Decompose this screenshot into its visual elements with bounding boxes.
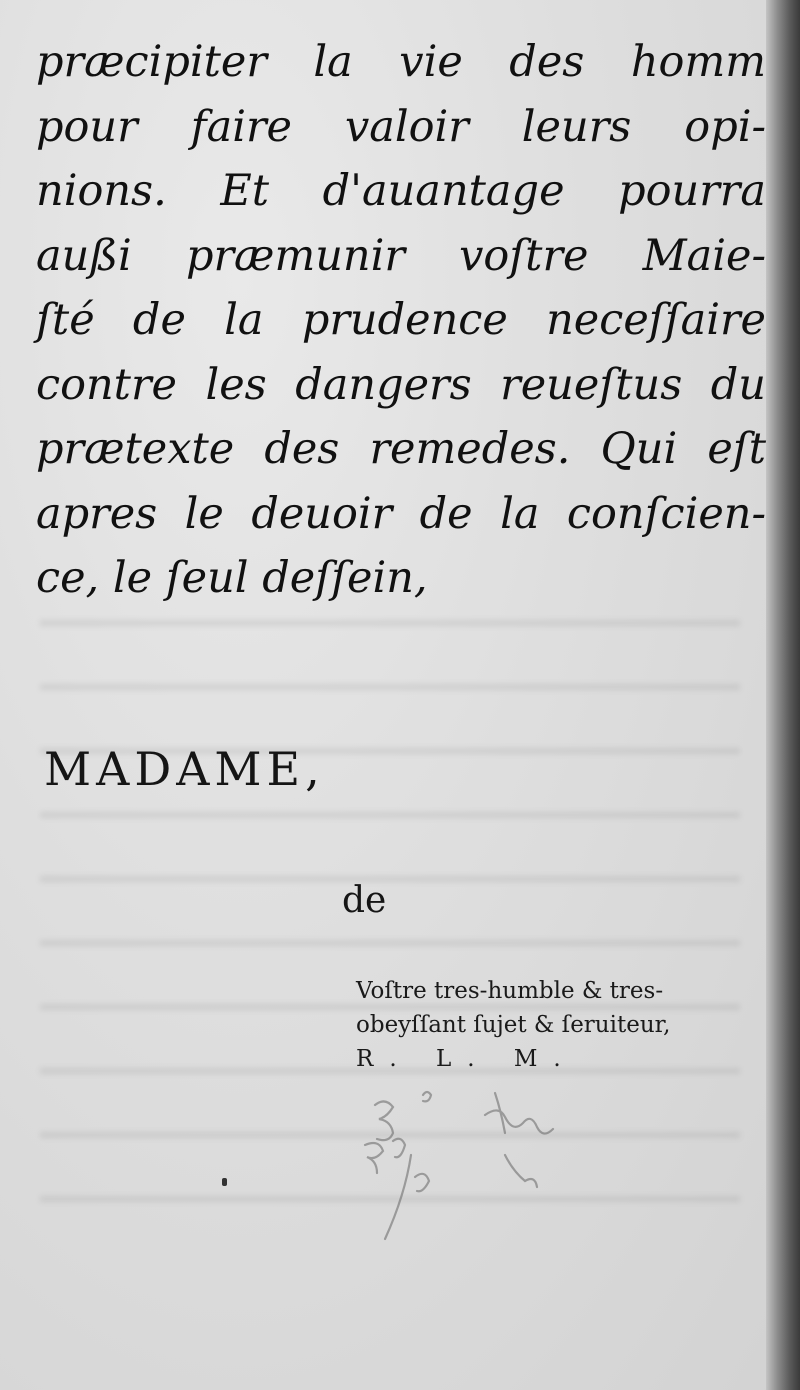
signature-block [356,974,670,1076]
signature-initials: R. L. M. [356,1046,577,1072]
preposition: de [342,880,387,921]
page-gutter-shadow [766,0,800,1390]
body-line-9: ce, le ſeul deſſein, [36,553,428,603]
body-line-6: contre les dangers reueſtus du [36,359,766,410]
ink-speck [222,1178,227,1186]
body-line-7: prætexte des remedes. Qui eſt [36,424,766,474]
signature-line-2: obeyſſant ſujet & ſeruiteur, [356,1012,671,1038]
body-line-5: ſté de la prudence neceſſaire [36,295,766,345]
body-line-2: pour faire valoir leurs opi- [36,101,766,152]
body-text [36,30,766,611]
body-line-4: außi præmunir voſtre Maie- [36,230,766,281]
body-line-3: nions. Et d'auantage pourra [36,166,766,216]
body-line-1: præcipiter la vie des homm [36,37,766,87]
salutation: MADAME, [44,742,325,796]
body-line-8: apres le deuoir de la conſcien- [36,488,766,539]
pencil-marginalia-graphic [345,1085,585,1255]
signature-line-1: Voſtre tres-humble & tres- [356,978,664,1004]
